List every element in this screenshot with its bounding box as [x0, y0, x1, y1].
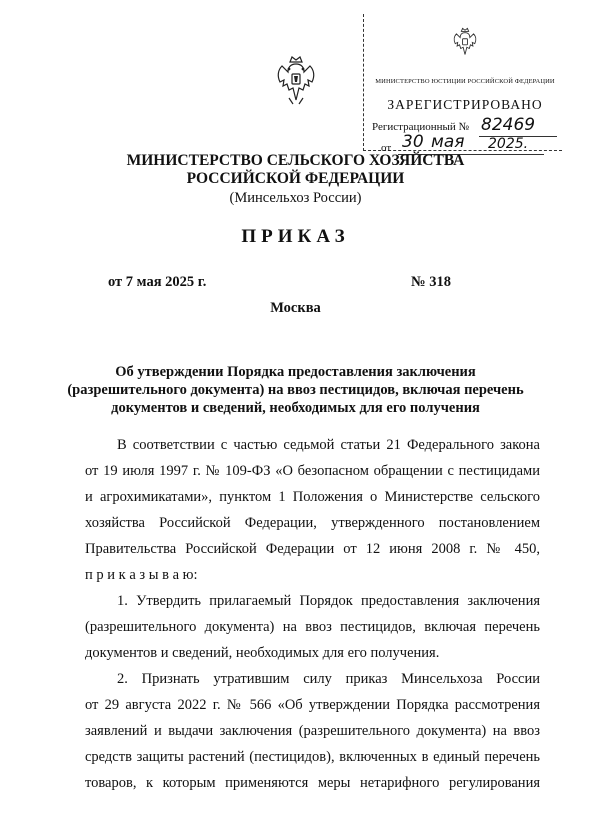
registration-stamp — [363, 14, 562, 154]
body-line: 2. Признать утратившим силу приказ Минсельхоза России — [117, 671, 540, 687]
stamp-reg-number-label: Регистрационный № — [372, 121, 470, 133]
stamp-date-year: 2025. — [488, 136, 529, 152]
body-line: средств защиты растений (пестицидов), включенных в единый перечень — [85, 749, 540, 765]
body-line: документов и сведений, необходимых для его получения. — [85, 645, 440, 661]
body-line: (разрешительного документа) на ввоз пестицидов, включая перечень — [85, 619, 540, 635]
stamp-registered: ЗАРЕГИСТРИРОВАНО — [387, 97, 543, 112]
body-line: В соответствии с частью седьмой статьи 21 Федерального закона — [117, 437, 540, 453]
body-line: товаров, к которым применяются меры нетарифного регулирования — [85, 775, 540, 791]
document-type: ПРИКАЗ — [241, 226, 350, 247]
body-line: Правительства Российской Федерации от 12 июня 2008 г. № 450, — [85, 541, 540, 557]
order-number: № 318 — [411, 274, 451, 290]
stamp-emblem-icon — [451, 26, 479, 60]
body-line: 1. Утвердить прилагаемый Порядок предоставления заключения — [117, 593, 540, 609]
body-line: хозяйства Российской Федерации, утвержденного постановлением — [85, 515, 540, 531]
body-line: и агрохимикатами», пунктом 1 Положения о Министерстве сельского — [85, 489, 540, 505]
stamp-reg-number-value: 82469 — [481, 115, 536, 135]
ministry-name-line-2: РОССИЙСКОЙ ФЕДЕРАЦИИ — [186, 170, 405, 187]
title-line-1: Об утверждении Порядка предоставления заключения — [115, 364, 476, 380]
ministry-name-line-1: МИНИСТЕРСТВО СЕЛЬСКОГО ХОЗЯЙСТВА — [126, 152, 465, 169]
stamp-date-prefix: от — [381, 142, 392, 154]
ministry-short-name: (Минсельхоз России) — [229, 190, 362, 206]
title-line-2: (разрешительного документа) на ввоз пестицидов, включая перечень — [67, 382, 524, 398]
city: Москва — [270, 300, 321, 316]
order-date: от 7 мая 2025 г. — [108, 274, 207, 290]
body-line: от 29 августа 2022 г. № 566 «Об утверждении Порядка рассмотрения — [85, 697, 540, 713]
body-line: заявлений и выдачи заключения (разрешительного документа) на ввоз — [85, 723, 540, 739]
stamp-date-month: мая — [431, 132, 465, 152]
title-line-3: документов и сведений, необходимых для его получения — [111, 400, 480, 416]
body-line: п р и к а з ы в а ю: — [85, 567, 198, 583]
body-line: от 19 июля 1997 г. № 109-ФЗ «О безопасном обращении с пестицидами — [85, 463, 540, 479]
coat-of-arms-emblem — [273, 54, 319, 108]
stamp-date-day: 30 — [402, 132, 424, 152]
stamp-ministry: МИНИСТЕРСТВО ЮСТИЦИИ РОССИЙСКОЙ ФЕДЕРАЦИИ — [375, 78, 555, 85]
